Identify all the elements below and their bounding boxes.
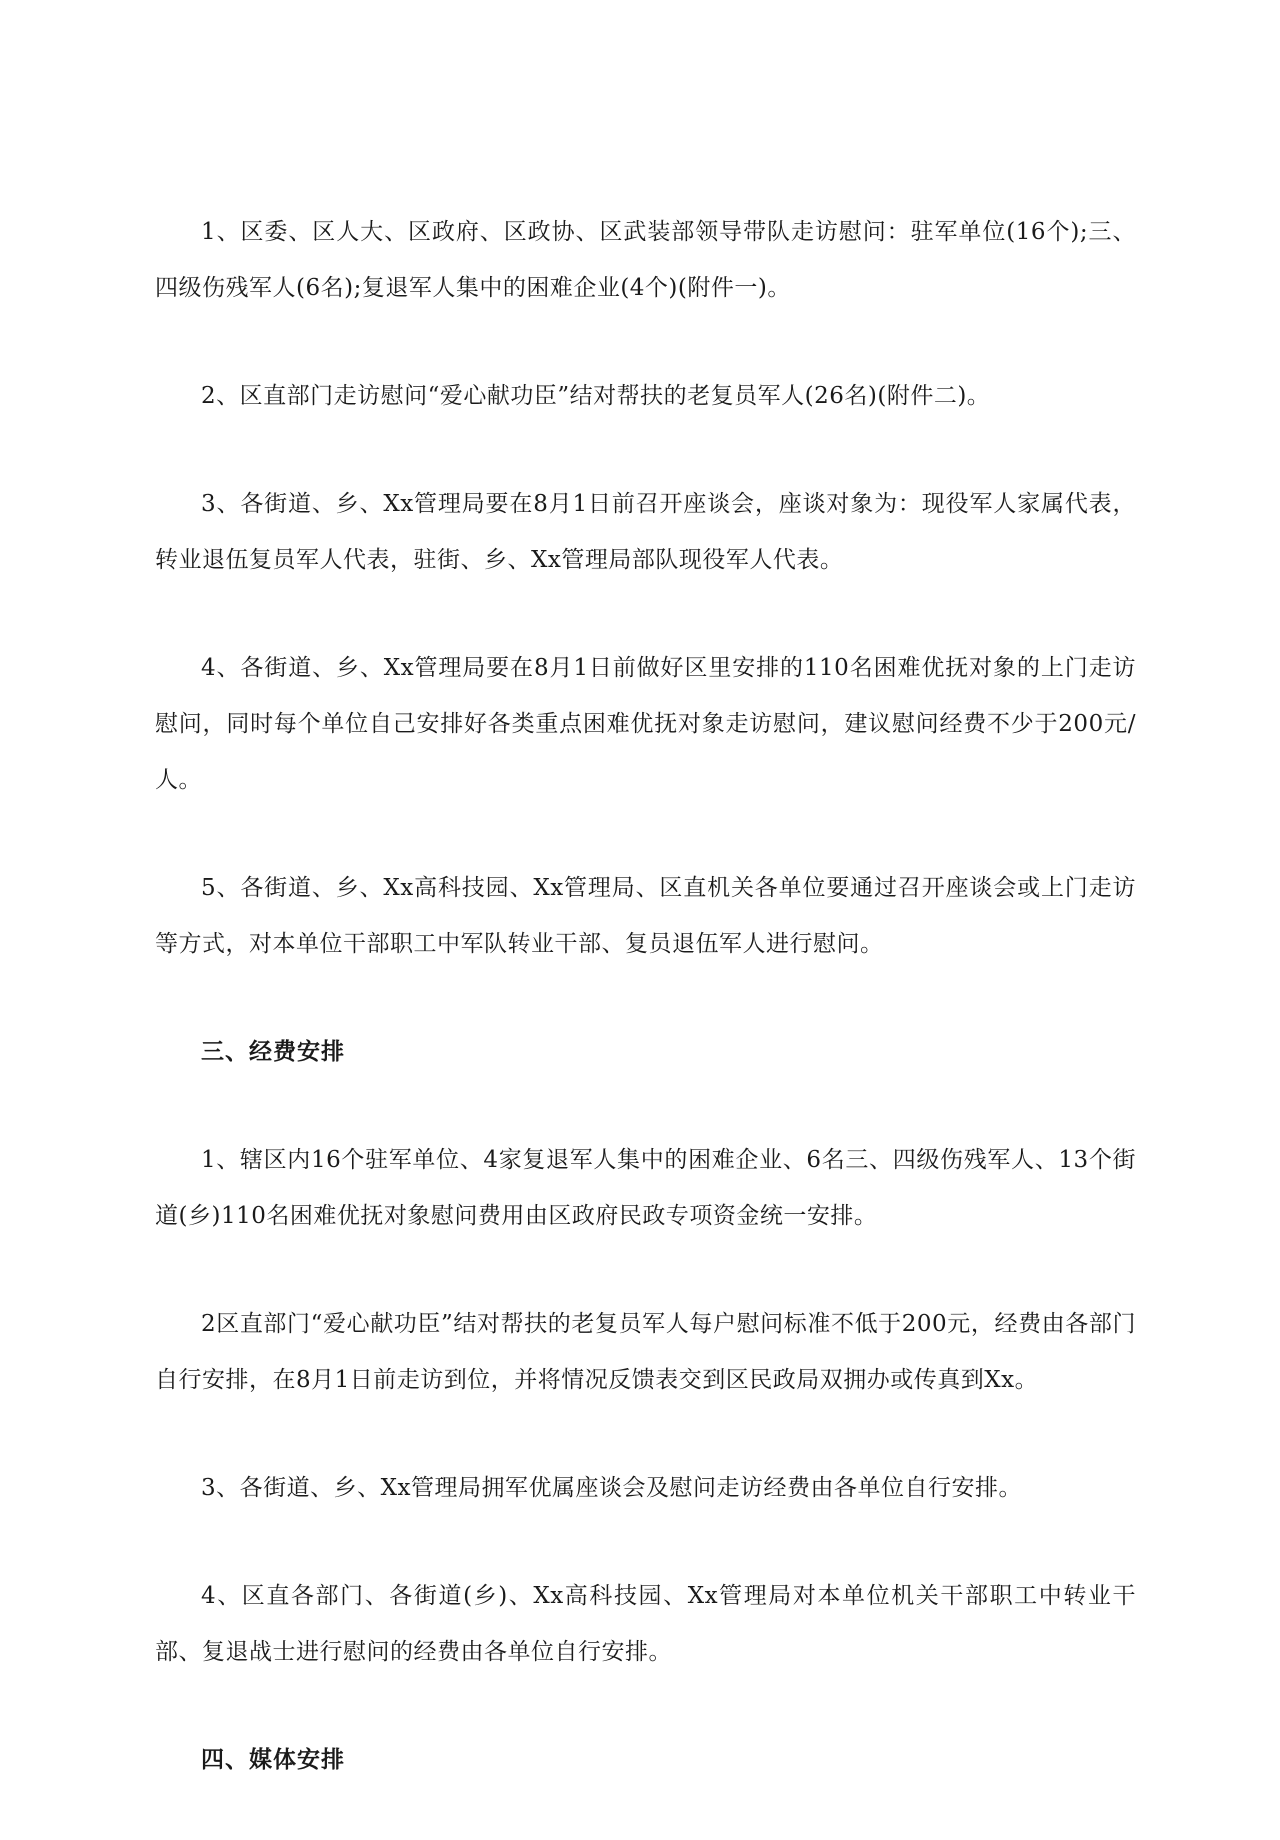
paragraph-symposium: 3、各街道、乡、Xx管理局要在8月1日前召开座谈会，座谈对象为：现役军人家属代表，转业退伍复员军人代表，驻街、乡、Xx管理局部队现役军人代表。 [155, 491, 1136, 573]
paragraph-visit-leaders: 1、区委、区人大、区政府、区政协、区武装部领导带队走访慰问：驻军单位(16个);三、四级伤残军人(6名);复退军人集中的困难企业(4个)(附件一)。 [155, 219, 1136, 301]
paragraph-funding-2: 2区直部门“爱心献功臣”结对帮扶的老复员军人每户慰问标准不低于200元，经费由各部门自行安排，在8月1日前走访到位，并将情况反馈表交到区民政局双拥办或传真到Xx。 [155, 1311, 1136, 1393]
section-heading-media: 四、媒体安排 [201, 1746, 345, 1773]
paragraph-funding-4: 4、区直各部门、各街道(乡)、Xx高科技园、Xx管理局对本单位机关干部职工中转业干部、复退战士进行慰问的经费由各单位自行安排。 [155, 1583, 1136, 1665]
paragraph-door-visits: 4、各街道、乡、Xx管理局要在8月1日前做好区里安排的110名困难优抚对象的上门走访慰问，同时每个单位自己安排好各类重点困难优抚对象走访慰问，建议慰问经费不少于200元/人。 [155, 655, 1136, 793]
paragraph-funding-1: 1、辖区内16个驻军单位、4家复退军人集中的困难企业、6名三、四级伤残军人、13个街道(乡)110名困难优抚对象慰问费用由区政府民政专项资金统一安排。 [155, 1147, 1136, 1229]
section-heading-funding: 三、经费安排 [201, 1038, 345, 1065]
paragraph-unit-condolences: 5、各街道、乡、Xx高科技园、Xx管理局、区直机关各单位要通过召开座谈会或上门走访等方式，对本单位干部职工中军队转业干部、复员退伍军人进行慰问。 [155, 875, 1136, 957]
paragraph-visit-departments: 2、区直部门走访慰问“爱心献功臣”结对帮扶的老复员军人(26名)(附件二)。 [201, 383, 991, 409]
document-body [155, 204, 1136, 1840]
paragraph-funding-3: 3、各街道、乡、Xx管理局拥军优属座谈会及慰问走访经费由各单位自行安排。 [201, 1475, 1022, 1501]
